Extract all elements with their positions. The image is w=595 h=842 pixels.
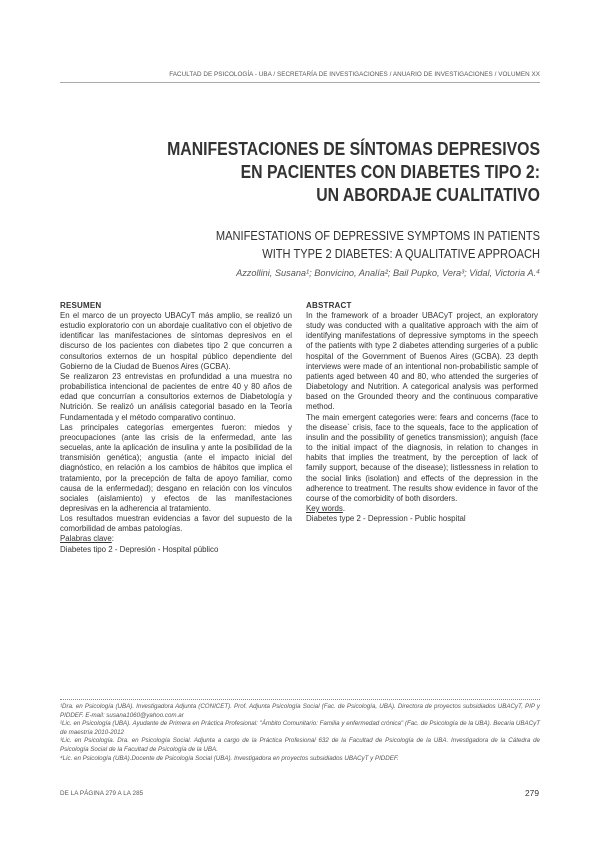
key-words: Diabetes type 2 - Depression - Public hospital xyxy=(306,514,466,524)
resumen-paragraph: Las principales categorías emergentes fueron: miedos y preocupaciones (ante las crisis de la enfermedad, ante las secuelas, ante la aplicación de insulina y ante la posibilidad de la transmisión genética); angustia (ante el impacto inicial del diagnóstico, en relación a los cambios de hábitos que implica el tratamiento, por la precepción de falta de apoyo familiar, como causa de la enfermedad); desgano en relación con los vínculos sociales (aislamiento) y efectos de las manifestaciones depresivas en la adherencia al tratamiento. xyxy=(60,422,292,513)
resumen-paragraph: Los resultados muestran evidencias a favor del supuesto de la comorbilidad de ambas patologías. xyxy=(60,514,292,534)
title-line: MANIFESTACIONES DE SÍNTOMAS DEPRESIVOS xyxy=(167,138,540,159)
footnote: ¹Dra. en Psicología (UBA). Investigadora Adjunta (CONICET). Prof. Adjunta Psicología Social (Fac. de Psicología, UBA). Directora de proyectos subsidiados UBACyT, PIP y PIDDEF. E-mail: susana1060@yahoo.com.ar xyxy=(60,703,540,719)
authors: Azzollini, Susana¹; Bonvicino, Analía²; Bail Pupko, Vera³; Vidal, Victoria A.⁴ xyxy=(236,268,540,278)
resumen-paragraph: Se realizaron 23 entrevistas en profundidad a una muestra no probabilística intencional de pacientes de entre 40 y 80 años de edad que concurrían a consultorios externos de Diabetología y Nutrición. Se realizó un análisis categorial basado en la Teoría Fundamentada y el método comparativo continuo. xyxy=(60,371,292,422)
footnote: ⁴Lic. en Psicología (UBA).Docente de Psicología Social (UBA). Investigadora en proyectos subsidiados UBACyT y PIDDEF. xyxy=(60,754,399,762)
article-title-en xyxy=(118,227,540,263)
abstract-paragraph: The main emergent categories were: fears and concerns (face to the disease` crisis, face to the squeals, face to the application of insulin and the possibility of genetics transmission); anguish (face to the initial impact of the diagnosis, in relation to changes in habits that implies the treatment, by the perception of lack of family support, because of the disease); listlessness in relation to the social links (isolation) and effects of the depression in the adherence to treatment. The results show evidence in favor of the course of the comorbidity of both disorders. xyxy=(306,412,538,503)
abstract-paragraph: In the framework of a broader UBACyT project, an exploratory study was conducted with a qualitative approach with the aim of identifying manifestations of depressive symptoms in the speech of the patients with type 2 diabetes attending surgeries of a public hospital of the Government of Buenos Aires (GCBA). 23 depth interviews were made of an intentional non-probabilistic sample of patients aged between 40 and 80, who attended the surgeries of Diabetology and Nutrition. A categorical analysis was performed based on the Grounded theory and the continuous comparative method. xyxy=(306,311,538,412)
abstract-heading: ABSTRACT xyxy=(306,301,352,310)
page-range: DE LA PÁGINA 279 A LA 285 xyxy=(60,790,144,797)
resumen-column xyxy=(60,301,292,555)
article-title-es xyxy=(127,137,540,206)
subtitle-line: MANIFESTATIONS OF DEPRESSIVE SYMPTOMS IN PATIENTS xyxy=(215,229,540,243)
palabras-clave-label-line xyxy=(60,534,292,544)
colon: : xyxy=(111,534,114,544)
key-words-label-line xyxy=(306,504,538,514)
resumen-paragraph: En el marco de un proyecto UBACyT más amplio, se realizó un estudio exploratorio con un abordaje cualitativo con el objetivo de identificar las manifestaciones de síntomas depresivos en el discurso de los pacientes con diabetes tipo 2 que concurren a consultorios externos de un hospital público dependiente del Gobierno de la Ciudad de Buenos Aires (GCBA). xyxy=(60,311,292,371)
title-line: UN ABORDAJE CUALITATIVO xyxy=(316,184,540,205)
period: . xyxy=(342,503,346,513)
title-line: EN PACIENTES CON DIABETES TIPO 2: xyxy=(240,161,540,182)
subtitle-line: WITH TYPE 2 DIABETES: A QUALITATIVE APPROACH xyxy=(262,247,540,261)
footnote: ²Lic. en Psicología (UBA). Ayudante de Primera en Práctica Profesional: "Ámbito Comunitario: Familia y enfermedad crónica" (Fac. de Psicología de la UBA). Becaria UBACyT de maestría 2010-2012 xyxy=(60,720,540,736)
abstract-column xyxy=(306,301,538,524)
palabras-clave: Diabetes tipo 2 - Depresión - Hospital público xyxy=(60,544,219,554)
page-number: 279 xyxy=(525,788,539,798)
running-head: FACULTAD DE PSICOLOGÍA - UBA / SECRETARÍA DE INVESTIGACIONES / ANUARIO DE INVESTIGACIONES / VOLUMEN XX xyxy=(169,71,540,78)
footnotes xyxy=(60,703,540,763)
footnote: ³Lic. en Psicología. Dra. en Psicología Social. Adjunta a cargo de la Práctica Profesional 632 de la Facultad de Psicología de la UBA. Investigadora de la Cátedra de Psicología Social de la Facultad de Psicología de la UBA. xyxy=(60,737,540,753)
key-words-label: Key words xyxy=(306,503,343,513)
footnote-rule xyxy=(60,699,540,700)
header-rule xyxy=(60,82,540,83)
resumen-heading: RESUMEN xyxy=(60,301,102,310)
palabras-clave-label: Palabras clave xyxy=(60,534,112,544)
